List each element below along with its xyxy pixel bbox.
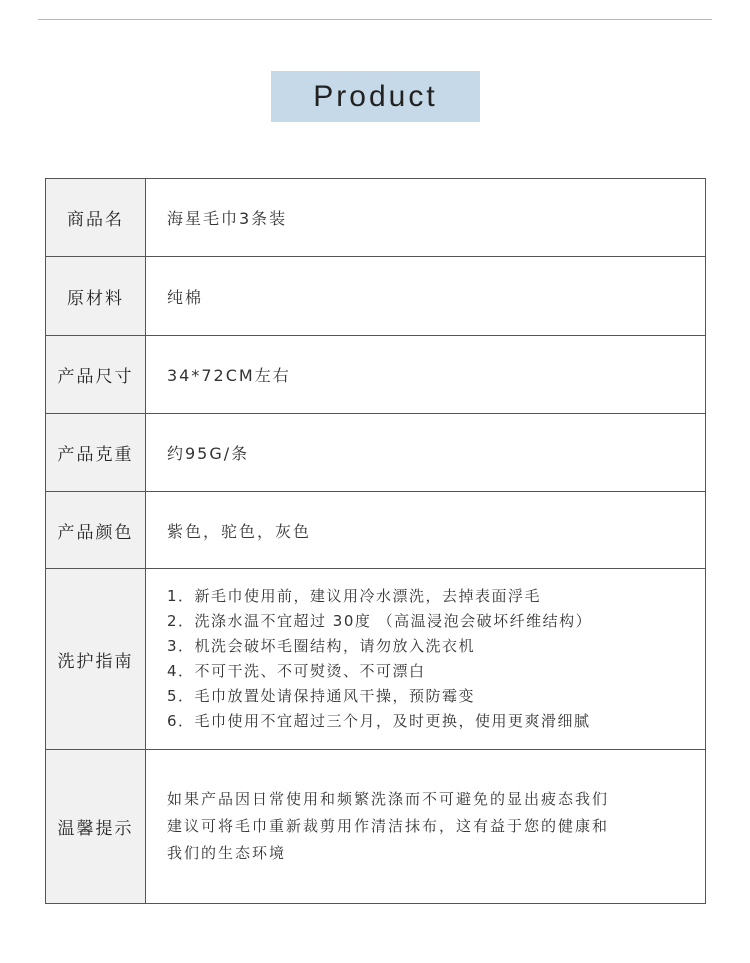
table-row bbox=[46, 492, 706, 569]
care-list bbox=[167, 584, 705, 734]
row-value: 纯棉 bbox=[146, 257, 706, 336]
care-label: 洗护指南 bbox=[46, 569, 146, 750]
care-list-cell bbox=[146, 569, 706, 750]
table-row bbox=[46, 179, 706, 257]
tips-row bbox=[46, 750, 706, 904]
row-value: 约95G/条 bbox=[146, 414, 706, 492]
row-value: 紫色，驼色，灰色 bbox=[146, 492, 706, 569]
row-label: 产品尺寸 bbox=[46, 336, 146, 414]
table-row bbox=[46, 336, 706, 414]
list-item: 4．不可干洗、不可熨烫、不可漂白 bbox=[167, 662, 426, 680]
tips-line: 如果产品因日常使用和频繁洗涤而不可避免的显出疲态我们 bbox=[167, 790, 610, 808]
list-item: 2．洗涤水温不宜超过 30度 （高温浸泡会破坏纤维结构） bbox=[167, 612, 593, 630]
list-item: 5．毛巾放置处请保持通风干操，预防霉变 bbox=[167, 687, 476, 705]
tips-text-cell bbox=[146, 750, 706, 904]
list-item: 6．毛巾使用不宜超过三个月，及时更换，使用更爽滑细腻 bbox=[167, 712, 591, 730]
list-item: 3．机洗会破坏毛圈结构，请勿放入洗衣机 bbox=[167, 637, 476, 655]
tips-label: 温馨提示 bbox=[46, 750, 146, 904]
row-label: 产品克重 bbox=[46, 414, 146, 492]
row-value: 34*72CM左右 bbox=[146, 336, 706, 414]
list-item: 1．新毛巾使用前，建议用冷水漂洗，去掉表面浮毛 bbox=[167, 587, 542, 605]
row-label: 原材料 bbox=[46, 257, 146, 336]
care-row bbox=[46, 569, 706, 750]
product-spec-table bbox=[45, 178, 706, 904]
row-label: 产品颜色 bbox=[46, 492, 146, 569]
page-title: Product bbox=[271, 71, 480, 122]
tips-line: 我们的生态环境 bbox=[167, 844, 287, 862]
table-row bbox=[46, 257, 706, 336]
row-value: 海星毛巾3条装 bbox=[146, 179, 706, 257]
tips-line: 建议可将毛巾重新裁剪用作清洁抹布，这有益于您的健康和 bbox=[167, 817, 610, 835]
table-row bbox=[46, 414, 706, 492]
row-label: 商品名 bbox=[46, 179, 146, 257]
top-divider bbox=[38, 19, 712, 20]
tips-text bbox=[167, 786, 705, 867]
